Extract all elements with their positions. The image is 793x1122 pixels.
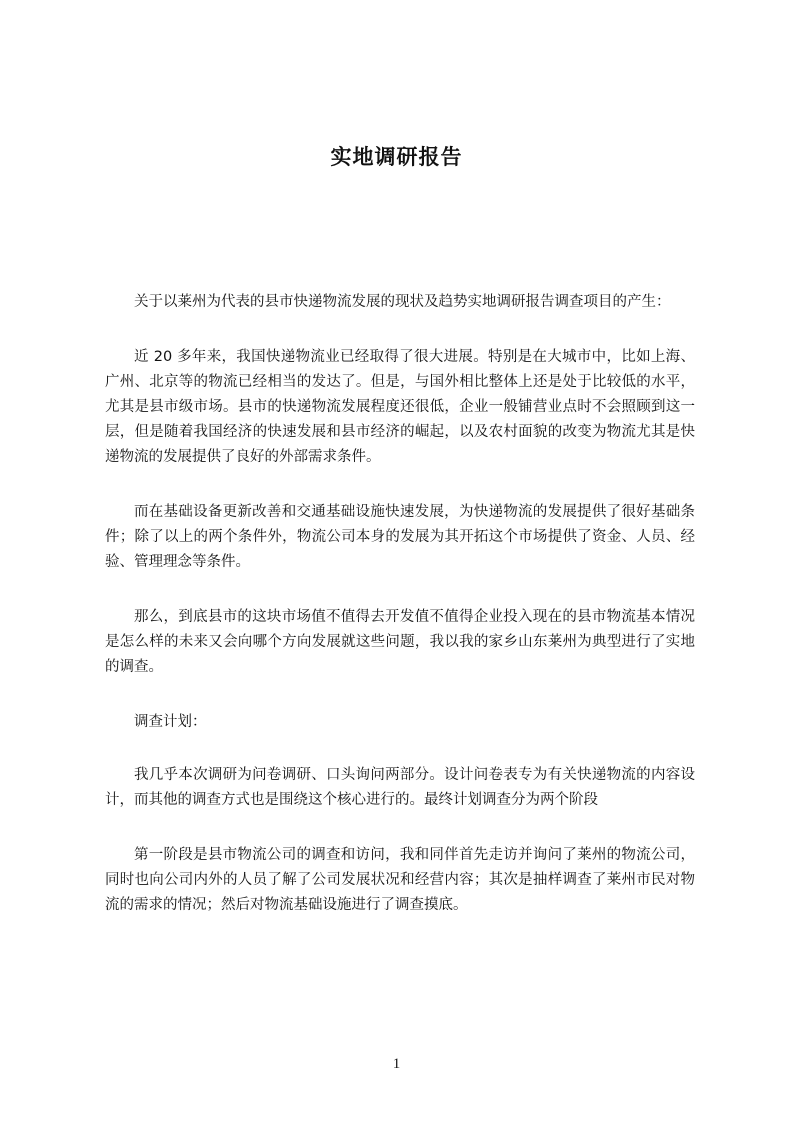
document-title: 实地调研报告	[330, 145, 463, 169]
paragraph-plan-heading: 调查计划：	[134, 714, 207, 730]
paragraph-plan-method: 我几乎本次调研为问卷调研、口头询问两部分。设计问卷表专为有关快递物流的内容设计，而其他的调查方式也是围绕这个核心进行的。最终计划调查分为两个阶段	[105, 767, 695, 808]
paragraph-infrastructure: 而在基础设备更新改善和交通基础设施快速发展，为快递物流的发展提供了很好基础条件；除了以上的两个条件外，物流公司本身的发展为其开拓这个市场提供了资金、人员、经验、管理理念等条件。	[105, 504, 695, 570]
paragraph-project-origin: 关于以莱州为代表的县市快递物流发展的现状及趋势实地调研报告调查项目的产生：	[134, 294, 671, 310]
paragraph-background: 近 20 多年来，我国快递物流业已经取得了很大进展。特别是在大城市中，比如上海、广州、北京等的物流已经相当的发达了。但是，与国外相比整体上还是处于比较低的水平，尤其是县市级市场。县市的快递物流发展程度还很低，企业一般铺营业点时不会照顾到这一层，但是随着我国经济的快速发展和县市经济的崛起，以及农村面貌的改变为物流尤其是快递物流的发展提供了良好的外部需求条件。	[105, 349, 695, 465]
paragraph-phase-one: 第一阶段是县市物流公司的调查和访问，我和同伴首先走访并询问了莱州的物流公司，同时也向公司内外的人员了解了公司发展状况和经营内容；其次是抽样调查了莱州市民对物流的需求的情况；然后对物流基础设施进行了调查摸底。	[105, 847, 695, 913]
paragraph-research-question: 那么，到底县市的这块市场值不值得去开发值不值得企业投入现在的县市物流基本情况是怎么样的未来又会向哪个方向发展就这些问题，我以我的家乡山东莱州为典型进行了实地的调查。	[105, 609, 695, 675]
page-number: 1	[392, 1056, 401, 1072]
document-body	[105, 290, 695, 948]
